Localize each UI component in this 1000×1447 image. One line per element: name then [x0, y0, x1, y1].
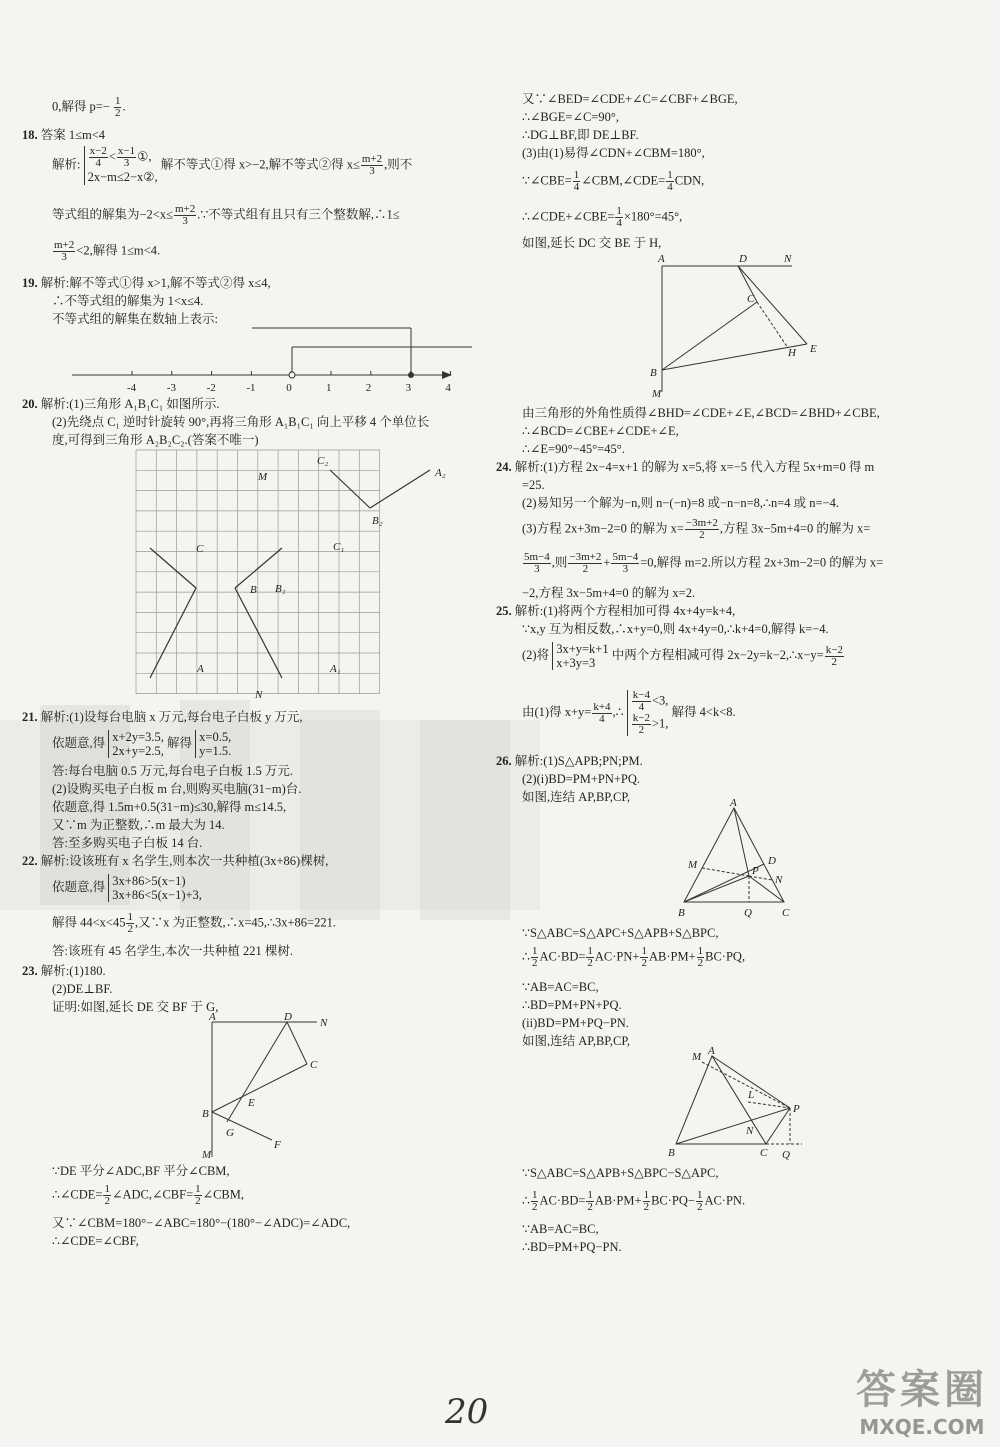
text: 解析:(1)设每台电脑 x 万元,每台电子白板 y 万元, [40, 710, 303, 724]
r-line9: ∴∠BCD=∠CBE+∠CDE+∠E, [522, 424, 679, 438]
text: 解析:解不等式①得 x>1,解不等式②得 x≤4, [40, 276, 271, 290]
den: 4 [667, 181, 673, 193]
fraction [696, 1190, 704, 1213]
label-C: C [747, 293, 755, 305]
q24-line5 [522, 552, 883, 575]
q19-line3: 不等式组的解集在数轴上表示: [52, 312, 218, 326]
den: 2 [195, 1195, 201, 1207]
num: k−2 [825, 643, 843, 656]
q23-line1 [22, 962, 106, 980]
q21-line5: 依题意,得 1.5m+0.5(31−m)≤30,解得 m≤14.5, [52, 800, 287, 814]
text: ∠ADC,∠CBF= [111, 1187, 194, 1202]
text: AC·PN. [704, 1193, 746, 1208]
text: 解不等式①得 x>−2,解不等式②得 x≤ [160, 157, 360, 172]
question-number: 19. [22, 276, 38, 290]
text: 解得 [167, 735, 193, 750]
den: 4 [573, 181, 580, 193]
text: 答案 1≤m<4 [40, 128, 106, 142]
q18-solution [52, 146, 412, 185]
num: 1 [587, 1189, 593, 1201]
num: 1 [616, 205, 622, 217]
r-line2: ∴∠BGE=∠C=90°, [522, 110, 619, 124]
text: ∴ [522, 1193, 530, 1208]
label-G: G [226, 1127, 234, 1139]
label-C: C [782, 907, 790, 919]
text: 由(1)得 x+y= [522, 704, 592, 719]
text: ,∴ [612, 704, 624, 719]
label-P: P [752, 865, 759, 877]
text: x+2y=3.5, [112, 730, 164, 744]
label-B2: B₂ [372, 515, 383, 527]
inequality-system [627, 690, 669, 736]
inequality-system [108, 874, 202, 902]
q23-line6: 又∵∠CBM=180°−∠ABC=180°−(180°−∠ADC)=∠ADC, [52, 1216, 351, 1230]
den: 4 [599, 712, 605, 725]
label-N: N [746, 1125, 754, 1137]
label-N: N [255, 689, 263, 701]
axis-tick-label: -3 [166, 382, 176, 394]
label-A: A [209, 1011, 216, 1023]
text: 3x+86>5(x−1) [112, 874, 186, 888]
q23-line4: ∵DE 平分∠ADC,BF 平分∠CBM, [52, 1164, 230, 1178]
question-number: 20. [22, 397, 38, 411]
num: −3m+2 [569, 551, 602, 563]
den: 3 [622, 563, 629, 575]
text: y=1.5. [199, 744, 232, 758]
r-line4: (3)由(1)易得∠CDN+∠CBM=180°, [522, 146, 705, 160]
label-F: F [274, 1139, 281, 1151]
text: x=0.5, [199, 730, 232, 744]
text: 解析:(1)方程 2x−4=x+1 的解为 x=5,将 x=−5 代入方程 5x+m=0 得 m [514, 460, 875, 474]
text: 解析: [52, 157, 81, 172]
text: 等式组的解集为−2<x≤ [52, 207, 173, 222]
label-Q: Q [744, 907, 752, 919]
q26-line10: ∵S△ABC=S△APB+S△BPC−S△APC, [522, 1166, 719, 1180]
text: =0,解得 m=2.所以方程 2x+3m−2=0 的解为 x= [640, 555, 884, 570]
fraction [174, 204, 196, 227]
q25-line2: ∵x,y 互为相反数,∴x+y=0,则 4x+4y=0,∴k+4=0,解得 k=−4. [522, 622, 829, 636]
den: 3 [534, 563, 540, 575]
num: m+2 [174, 203, 196, 215]
num: 1 [667, 169, 673, 181]
label-L: L [748, 1089, 755, 1101]
fraction [114, 96, 122, 119]
q19-line1 [22, 274, 271, 292]
den: 2 [582, 563, 589, 575]
text: AC·PN+ [594, 949, 640, 964]
label-M: M [692, 1051, 702, 1063]
num: k+4 [593, 700, 611, 713]
den: 2 [638, 724, 645, 736]
fraction [586, 946, 594, 969]
num: 1 [195, 1183, 201, 1195]
text: + [603, 555, 611, 570]
fraction [103, 1184, 111, 1207]
equation-system [108, 730, 164, 758]
text: CDN, [674, 173, 705, 188]
q24-line2: =25. [522, 478, 545, 492]
text: 依题意,得 [52, 735, 106, 750]
text: BC·PQ− [651, 1193, 695, 1208]
q18-answer [22, 126, 105, 144]
label-C: C [196, 543, 204, 555]
text: x+3y=3 [556, 656, 596, 670]
label-B: B [250, 584, 257, 596]
q20-line1 [22, 395, 219, 413]
q26-line6: ∵AB=AC=BC, [522, 980, 599, 994]
num: m+2 [54, 239, 75, 251]
label-N: N [320, 1017, 328, 1029]
label-B: B [668, 1147, 675, 1159]
figure-26-part2 [662, 1045, 812, 1162]
q22-system [52, 874, 202, 902]
fraction [523, 552, 551, 575]
q24-line4 [522, 518, 870, 541]
den: 3 [61, 251, 67, 263]
question-number: 26. [496, 754, 512, 768]
num: m+2 [361, 153, 383, 165]
label-C1: C₁ [333, 541, 345, 553]
q25-line4 [522, 690, 736, 736]
fraction [117, 146, 136, 169]
fraction [632, 690, 651, 713]
fraction [531, 1190, 539, 1213]
q25-line3 [522, 642, 845, 670]
den: 2 [697, 957, 704, 969]
question-number: 24. [496, 460, 512, 474]
q20-line3: 度,可得到三角形 A₂B₂C₂.(答案不唯一) [52, 433, 259, 447]
num: 5m−4 [524, 551, 550, 563]
label-M: M [258, 471, 268, 483]
number-line-figure [72, 325, 472, 395]
num: k−4 [632, 689, 650, 701]
q26-line13: ∴BD=PM+PQ−PN. [522, 1240, 622, 1254]
fraction [666, 170, 674, 193]
num: 1 [127, 911, 133, 923]
den: 2 [531, 957, 538, 969]
axis-tick-label: -2 [206, 382, 216, 394]
den: 2 [531, 1201, 538, 1213]
num: 5m−4 [612, 551, 639, 563]
label-A2: A₂ [435, 467, 446, 479]
den: 2 [643, 1201, 650, 1213]
fraction [361, 154, 383, 177]
den: 2 [104, 1195, 110, 1207]
label-D: D [284, 1011, 292, 1023]
num: 1 [531, 1189, 538, 1201]
label-A1: A₁ [330, 663, 341, 675]
fraction [89, 146, 108, 169]
q26-line2: (2)(i)BD=PM+PN+PQ. [522, 772, 641, 786]
text: ∵∠CBE= [522, 173, 572, 188]
label-H: H [788, 347, 796, 359]
label-M: M [202, 1149, 212, 1161]
watermark-top: 答案圈 [856, 1367, 988, 1413]
den: 2 [127, 923, 133, 935]
fraction [643, 1190, 651, 1213]
fraction [126, 912, 134, 935]
label-Q: Q [782, 1149, 790, 1161]
text: ×180°=45°, [623, 209, 683, 224]
q20-line2: (2)先绕点 C₁ 逆时针旋转 90°,再将三角形 A₁B₁C₁ 向上平移 4 个单位长 [52, 415, 430, 429]
q26-line7: ∴BD=PM+PN+PQ. [522, 998, 622, 1012]
den: 2 [114, 107, 121, 119]
q21-line3: 答:每台电脑 0.5 万元,每台电子白板 1.5 万元. [52, 764, 293, 778]
q21-line1 [22, 708, 303, 726]
label-D: D [768, 855, 776, 867]
text: ∴ [522, 949, 530, 964]
text: .∵不等式组有且只有三个整数解,∴1≤ [197, 207, 400, 222]
q26-line9: 如图,连结 AP,BP,CP, [522, 1034, 631, 1048]
den: 4 [638, 701, 645, 713]
axis-tick-label: 3 [405, 382, 412, 394]
label-B1: B₁ [275, 583, 286, 595]
label-A: A [730, 797, 737, 809]
text: ∴∠CDE+∠CBE= [522, 209, 615, 224]
axis-tick-label: 4 [445, 382, 451, 394]
label-C2: C₂ [317, 455, 329, 467]
equation-solution [195, 730, 231, 758]
axis-tick-label: 1 [326, 382, 332, 394]
q26-line12: ∵AB=AC=BC, [522, 1222, 599, 1236]
text: 解得 44<x<45 [52, 915, 126, 930]
question-number: 22. [22, 854, 38, 868]
text: ∴∠CDE= [52, 1187, 103, 1202]
num: 1 [587, 945, 593, 957]
fraction [685, 518, 719, 541]
label-C: C [760, 1147, 768, 1159]
text: ,则不 [384, 157, 413, 172]
text: 依题意,得 [52, 879, 106, 894]
text: 解析:(1)三角形 A₁B₁C₁ 如图所示. [40, 397, 220, 411]
fraction [632, 713, 651, 736]
text: ,方程 3x−5m+4=0 的解为 x= [719, 521, 871, 536]
den: 3 [182, 215, 188, 227]
text: 0,解得 p=− [52, 99, 110, 114]
watermark-bottom: MXQE.COM [859, 1415, 985, 1439]
den: 2 [696, 1201, 703, 1213]
text: 解析:(1)S△APB;PN;PM. [514, 754, 643, 768]
label-C: C [310, 1059, 318, 1071]
label-N: N [784, 253, 792, 265]
text: 3x+86<5(x−1)+3, [112, 888, 202, 902]
question-number: 23. [22, 964, 38, 978]
q22-line3 [52, 912, 336, 935]
den: 3 [123, 157, 130, 169]
text: <3, [651, 693, 669, 708]
text: 2x−m≤2−x②, [87, 170, 158, 184]
label-M: M [688, 859, 698, 871]
den: 4 [95, 157, 101, 169]
q21-system [52, 730, 231, 758]
num: x−1 [117, 145, 136, 157]
text: < [108, 149, 116, 164]
text: (2)将 [522, 647, 550, 662]
text: AB·PM+ [594, 1193, 642, 1208]
q23-line5 [52, 1184, 244, 1207]
watermark-logo [856, 1358, 988, 1439]
label-N: N [775, 874, 783, 886]
num: 1 [696, 1189, 703, 1201]
den: 2 [699, 529, 705, 541]
label-A: A [658, 253, 665, 265]
num: x−2 [89, 145, 107, 157]
figure-23-part3 [642, 252, 952, 402]
text: ①, [137, 149, 152, 164]
inequality-system [84, 146, 158, 185]
num: k−2 [632, 712, 650, 724]
text: ∠CBM, [202, 1187, 245, 1202]
label-E: E [810, 343, 817, 355]
text: 中两个方程相减可得 2x−2y=k−2,∴x−y= [611, 647, 824, 662]
axis-tick-label: 0 [286, 382, 292, 394]
label-B: B [202, 1108, 209, 1120]
den: 2 [641, 957, 647, 969]
num: 1 [641, 945, 647, 957]
q24-line1 [496, 458, 874, 476]
q26-line1 [496, 752, 643, 770]
q25-line1 [496, 602, 735, 620]
label-B: B [650, 367, 657, 379]
r-line10: ∴∠E=90°−45°=45°. [522, 442, 625, 456]
q26-line4: ∵S△ABC=S△APC+S△APB+S△BPC, [522, 926, 719, 940]
q26-line11 [522, 1190, 745, 1213]
figure-23-part2 [202, 1012, 392, 1162]
fraction [611, 552, 639, 575]
fraction [592, 702, 611, 725]
q22-line4: 答:该班有 45 名学生,本次一共种植 221 棵树. [52, 944, 293, 958]
question-number: 18. [22, 128, 38, 142]
q26-line8: (ii)BD=PM+PQ−PN. [522, 1016, 629, 1030]
grid-figure [130, 448, 446, 703]
fraction [586, 1190, 594, 1213]
q19-line2: ∴不等式组的解集为 1<x≤4. [52, 294, 204, 308]
text: BC·PQ, [705, 949, 746, 964]
q26-line3: 如图,连结 AP,BP,CP, [522, 790, 631, 804]
text: (3)方程 2x+3m−2=0 的解为 x= [522, 521, 684, 536]
q23-line7: ∴∠CDE=∠CBF, [52, 1234, 139, 1248]
text: ∠CBM,∠CDE= [581, 173, 666, 188]
text: AC·BD= [539, 949, 586, 964]
label-B: B [678, 907, 685, 919]
label-A: A [708, 1045, 715, 1057]
fraction [825, 645, 844, 668]
fraction [531, 946, 539, 969]
r-line6 [522, 206, 682, 229]
fraction [194, 1184, 202, 1207]
den: 3 [369, 165, 375, 177]
axis-tick-label: -1 [246, 382, 256, 394]
num: 1 [643, 1189, 650, 1201]
text: >1, [651, 716, 669, 731]
q21-line6: 又∵m 为正整数,∴m 最大为 14. [52, 818, 225, 832]
fraction [573, 170, 581, 193]
q21-line4: (2)设购买电子白板 m 台,则购买电脑(31−m)台. [52, 782, 302, 796]
fraction [640, 946, 648, 969]
question-number: 25. [496, 604, 512, 618]
den: 2 [587, 1201, 593, 1213]
q21-line7: 答:至多购买电子白板 14 台. [52, 836, 203, 850]
page-number: 20 [445, 1392, 489, 1432]
fraction [615, 206, 623, 229]
r-line7: 如图,延长 DC 交 BE 于 H, [522, 236, 662, 250]
question-number: 21. [22, 710, 38, 724]
figure-26-part1 [672, 797, 812, 920]
axis-tick-label: -4 [127, 382, 137, 394]
label-M: M [652, 388, 662, 400]
text: 3x+y=k+1 [556, 642, 609, 656]
text: AC·BD= [539, 1193, 586, 1208]
q24-line6: −2,方程 3x−5m+4=0 的解为 x=2. [522, 586, 696, 600]
fraction [697, 946, 705, 969]
text: 解析:(1)180. [40, 964, 106, 978]
num: 1 [114, 95, 121, 107]
q18-line2 [52, 204, 400, 227]
num: 1 [531, 945, 538, 957]
text: AB·PM+ [648, 949, 696, 964]
equation-system [552, 642, 608, 670]
den: 2 [831, 655, 838, 668]
fraction [53, 240, 75, 263]
q18-line3 [52, 240, 160, 263]
line-solution-p: 0,解得 p=− $\frac{1}{2}$ . [52, 95, 126, 119]
num: 1 [697, 945, 704, 957]
num: 1 [573, 169, 580, 181]
text: <2,解得 1≤m<4. [76, 243, 161, 258]
label-D: D [739, 253, 747, 265]
text: 解析:设该班有 x 名学生,则本次一共种植(3x+86)棵树, [40, 854, 329, 868]
r-line1: 又∵∠BED=∠CDE+∠C=∠CBF+∠BGE, [522, 92, 738, 106]
text: 解析:(1)将两个方程相加可得 4x+4y=k+4, [514, 604, 736, 618]
q23-line2: (2)DE⊥BF. [52, 982, 113, 996]
text: ,则 [551, 555, 568, 570]
text: 解得 4<k<8. [671, 704, 736, 719]
q22-line1 [22, 852, 328, 870]
den: 4 [616, 217, 622, 229]
q24-line3: (2)易知另一个解为−n,则 n−(−n)=8 或−n−n=8,∴n=4 或 n=−4. [522, 496, 839, 510]
num: 1 [104, 1183, 110, 1195]
label-E: E [248, 1097, 255, 1109]
text: ,又∵x 为正整数,∴x=45,∴3x+86=221. [134, 915, 336, 930]
label-P: P [793, 1103, 800, 1115]
label-A: A [197, 663, 204, 675]
r-line3: ∴DG⊥BF,即 DE⊥BF. [522, 128, 639, 142]
q26-line5 [522, 946, 745, 969]
num: −3m+2 [685, 517, 718, 529]
axis-tick-label: 2 [365, 382, 372, 394]
fraction [568, 552, 602, 575]
den: 2 [587, 957, 593, 969]
r-line8: 由三角形的外角性质得∠BHD=∠CDE+∠E,∠BCD=∠BHD+∠CBE, [522, 406, 880, 420]
q23-line3: 证明:如图,延长 DE 交 BF 于 G, [52, 1000, 219, 1014]
r-line5 [522, 170, 704, 193]
text: 2x+y=2.5, [112, 744, 164, 758]
